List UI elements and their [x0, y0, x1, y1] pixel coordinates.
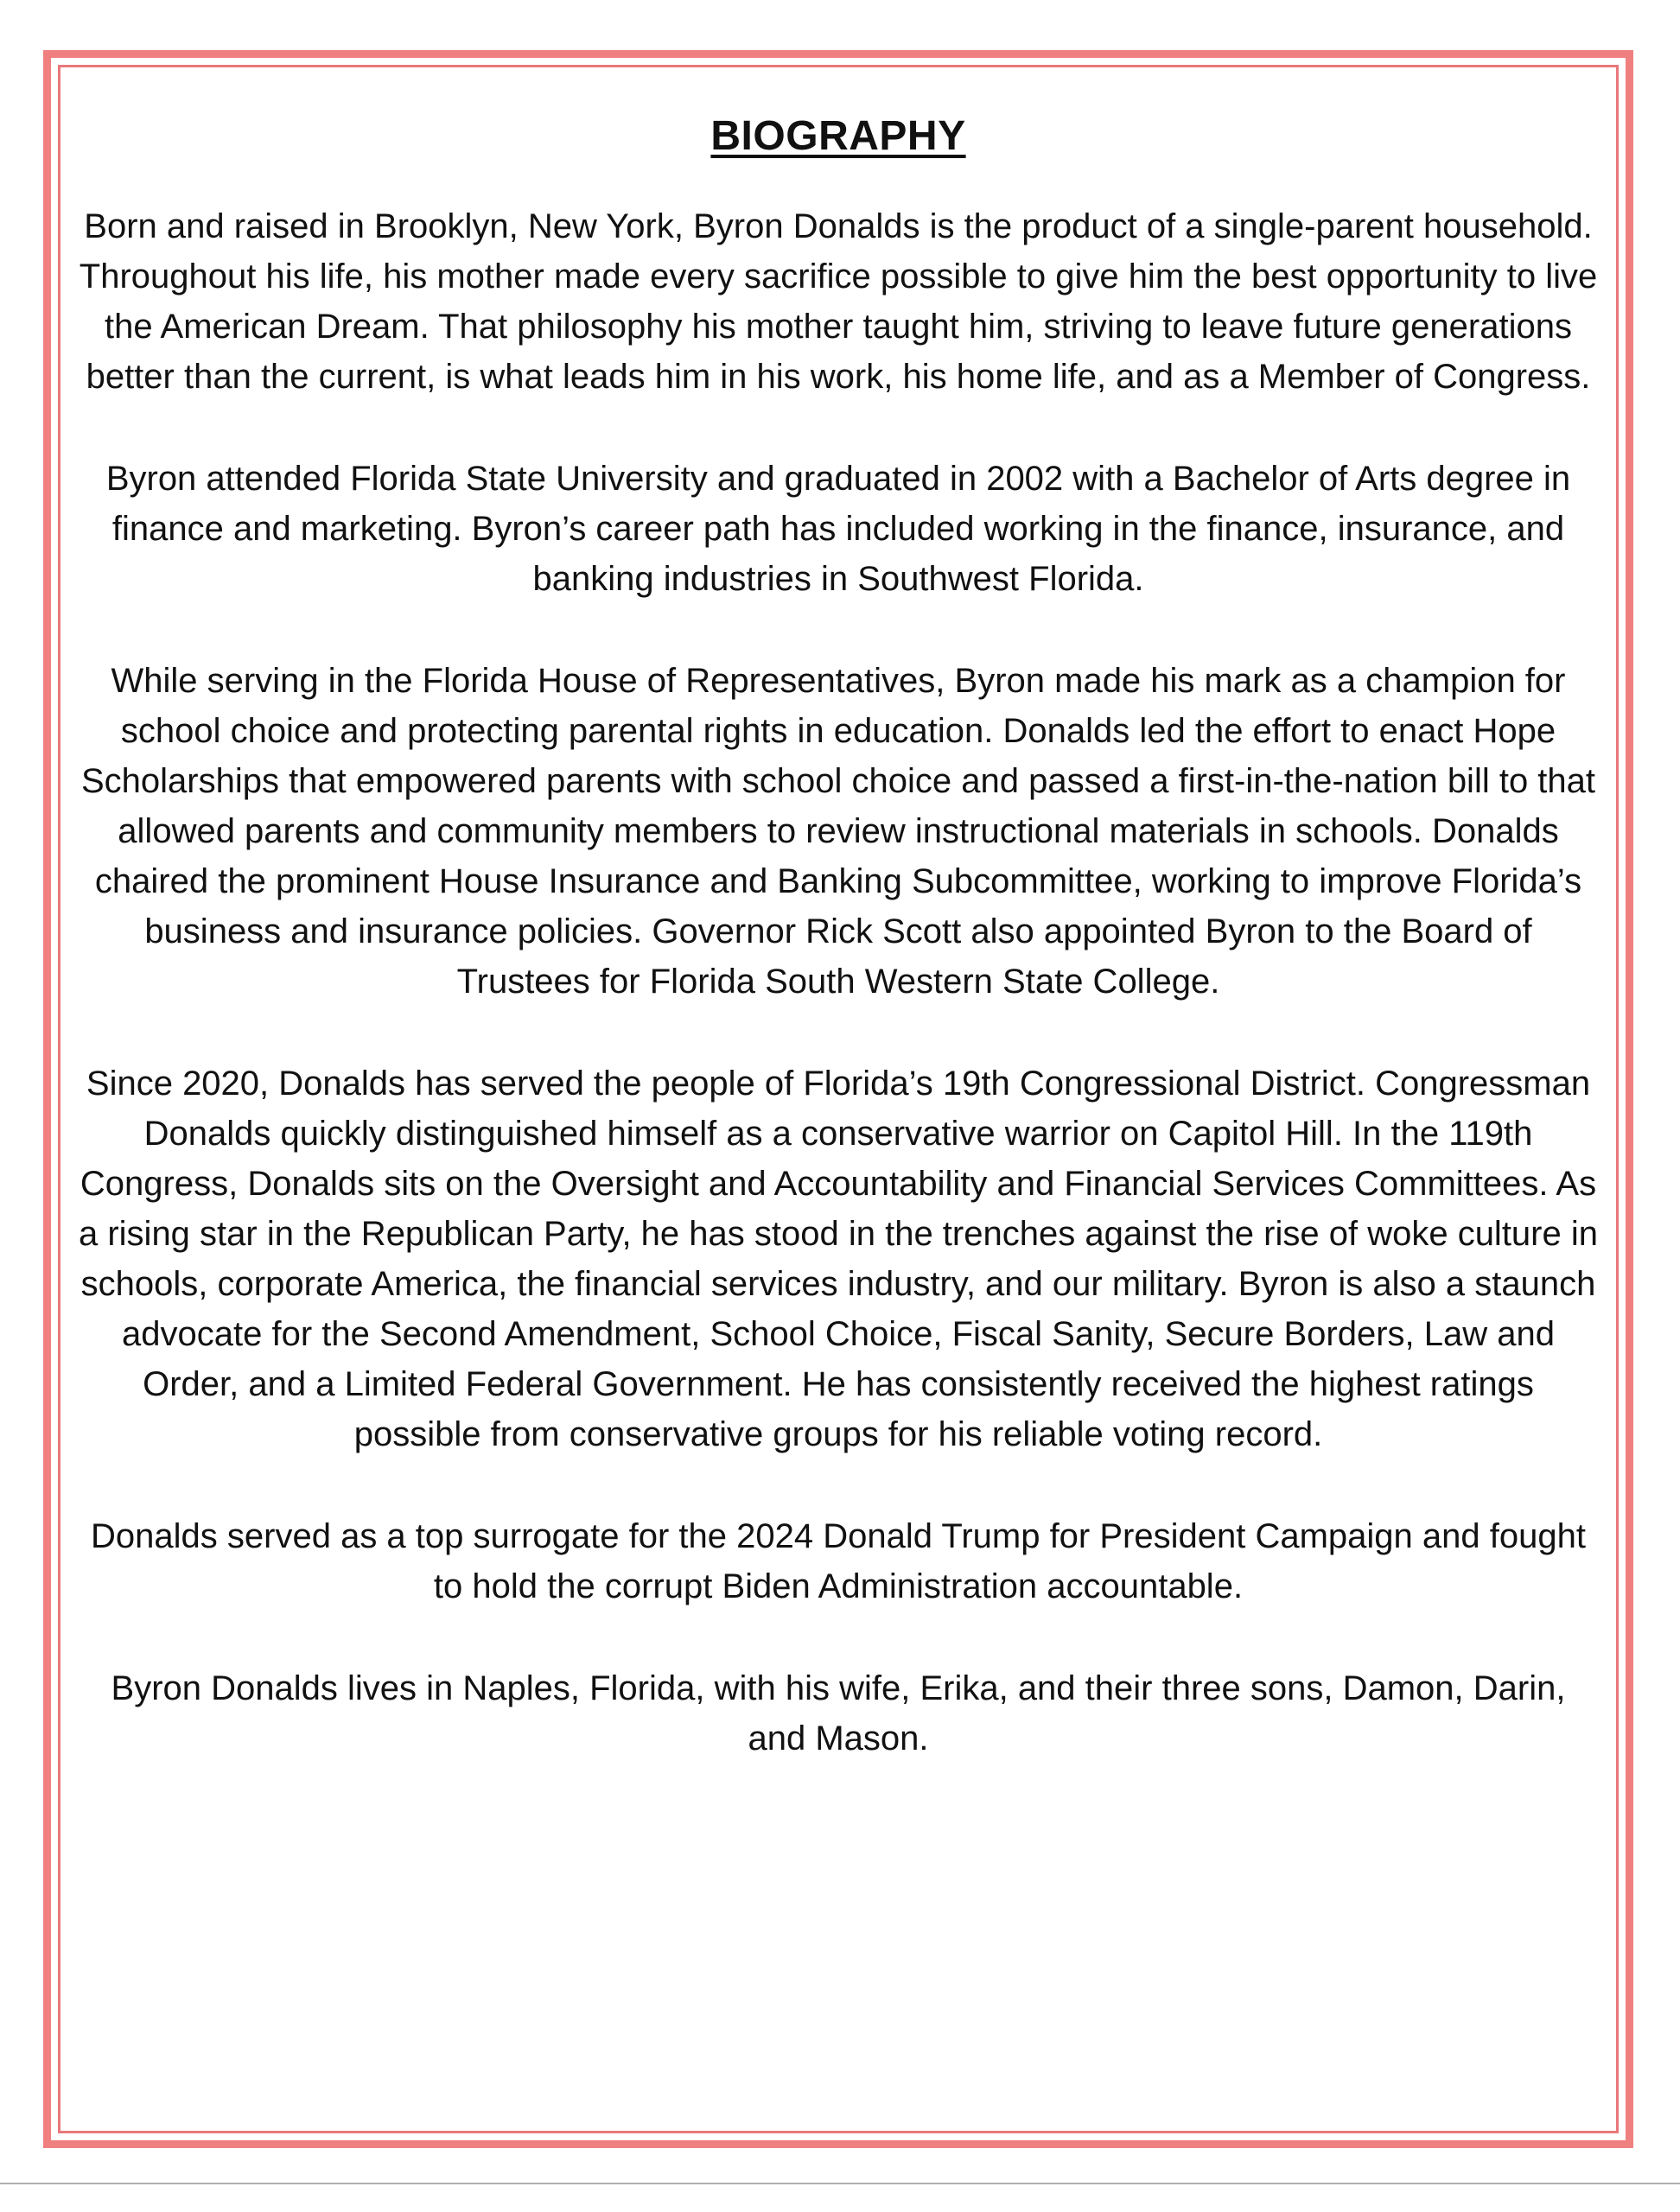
scan-edge-line — [0, 2183, 1680, 2184]
paragraph-congress: Since 2020, Donalds has served the people of Florida’s 19th Congressional District. Congressman Donalds quickly distinguished himself as a conservative warrior on Capitol Hill. In the 119th Congress, Donalds sits on the Oversight and Accountability and Financial Services Committees. As a rising star in the Republican Party, he has stood in the trenches against the rise of woke culture in schools, corporate America, the financial services industry, and our military. Byron is also a staunch advocate for the Second Amendment, School Choice, Fiscal Sanity, Secure Borders, Law and Order, and a Limited Federal Government. He has consistently received the highest ratings possible from conservative groups for his reliable voting record. — [78, 1065, 1598, 1453]
document-title: BIOGRAPHY — [710, 113, 966, 159]
paragraph-campaign: Donalds served as a top surrogate for the 2024 Donald Trump for President Campaign and fought to hold the corrupt Biden Administration accountable. — [91, 1517, 1586, 1605]
paragraph-state-house: While serving in the Florida House of Representatives, Byron made his mark as a champion for school choice and protecting parental rights in education. Donalds led the effort to enact Hope Scholarships that empowered parents with school choice and passed a first-in-the-nation bill to that allowed parents and community members to review instructional materials in schools. Donalds chaired the prominent House Insurance and Banking Subcommittee, working to improve Florida’s business and insurance policies. Governor Rick Scott also appointed Byron to the Board of Trustees for Florida South Western State College. — [80, 662, 1596, 1001]
document-body — [60, 112, 1616, 1815]
paragraph-education: Byron attended Florida State University and graduated in 2002 with a Bachelor of Arts degree in finance and marketing. Byron’s career path has included working in the finance, insurance, and banking industries in Southwest Florida. — [105, 460, 1571, 598]
paragraph-early-life: Born and raised in Brooklyn, New York, Byron Donalds is the product of a single-parent household. Throughout his life, his mother made every sacrifice possible to give him the best opportunity to live the American Dream. That philosophy his mother taught him, striving to leave future generations better than the current, is what leads him in his work, his home life, and as a Member of Congress. — [79, 207, 1598, 396]
paragraph-family: Byron Donalds lives in Naples, Florida, with his wife, Erika, and their three sons, Damon, Darin, and Mason. — [111, 1669, 1566, 1758]
